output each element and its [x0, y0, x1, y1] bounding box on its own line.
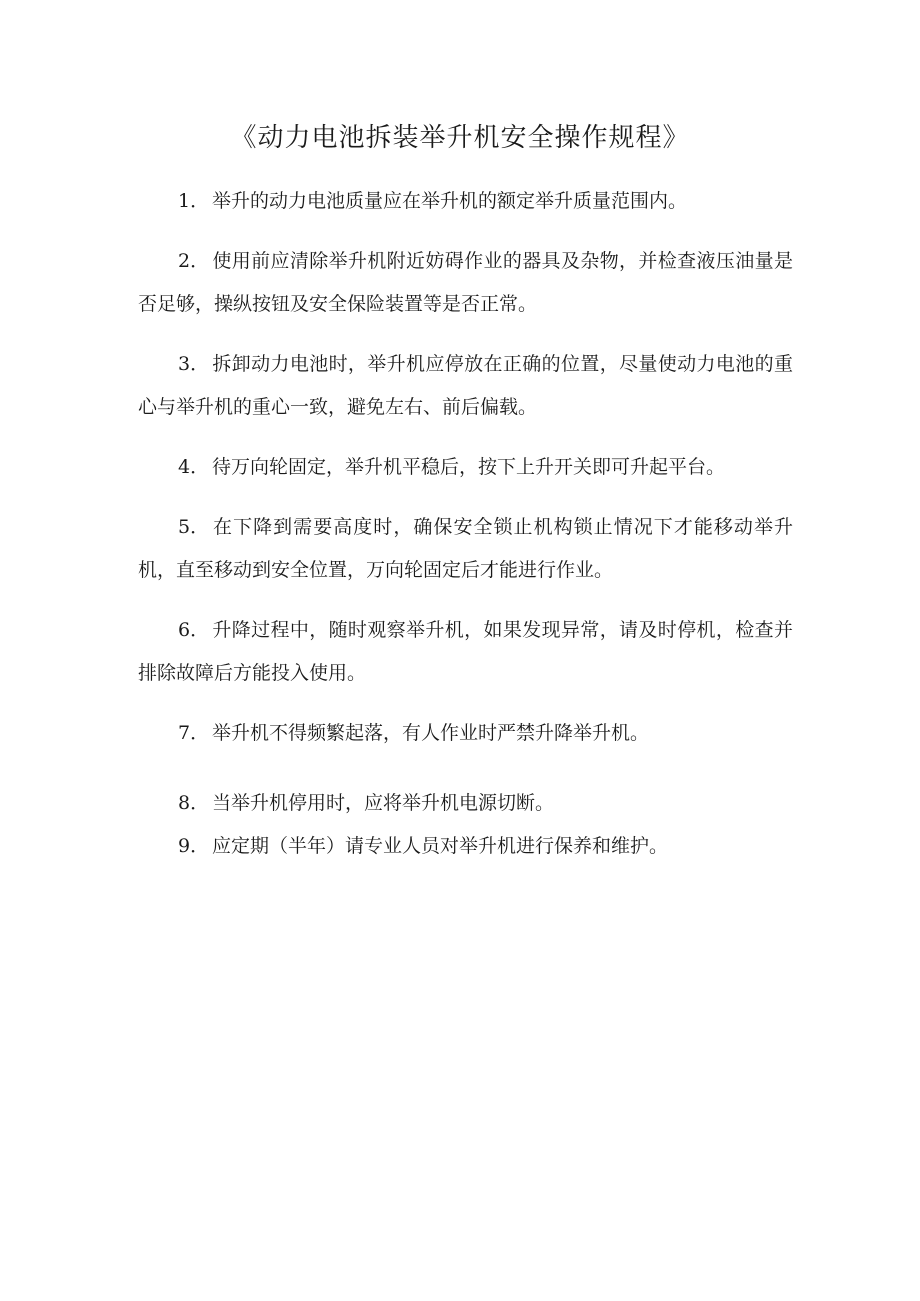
- rule-item-2: [138, 240, 793, 326]
- rule-text: 使用前应清除举升机附近妨碍作业的器具及杂物，并检查液压油量是否足够，操纵按钮及安全保险装置等是否正常。: [138, 250, 793, 315]
- document-title: 《动力电池拆装举升机安全操作规程》: [230, 123, 690, 153]
- rule-number: 9．: [178, 835, 210, 857]
- rule-text: 在下降到需要高度时，确保安全锁止机构锁止情况下才能移动举升机，直至移动到安全位置，万向轮固定后才能进行作业。: [138, 516, 793, 581]
- rule-text: 待万向轮固定，举升机平稳后，按下上升开关即可升起平台。: [212, 456, 726, 478]
- rule-item-8: [138, 782, 793, 825]
- rule-item-7: [138, 712, 793, 755]
- rule-number: 3．: [178, 353, 210, 375]
- rule-number: 1．: [178, 190, 210, 212]
- rule-number: 6．: [178, 619, 210, 641]
- rule-text: 当举升机停用时，应将举升机电源切断。: [212, 792, 555, 814]
- rule-number: 2．: [178, 250, 210, 272]
- rule-text: 升降过程中，随时观察举升机，如果发现异常，请及时停机，检查并排除故障后方能投入使用。: [138, 619, 793, 684]
- rule-item-5: [138, 506, 793, 592]
- rule-text: 举升的动力电池质量应在举升机的额定举升质量范围内。: [212, 190, 688, 212]
- rule-text: 应定期（半年）请专业人员对举升机进行保养和维护。: [212, 835, 669, 857]
- rule-number: 5．: [178, 516, 210, 538]
- rule-item-1: [138, 180, 793, 223]
- rule-item-6: [138, 609, 793, 695]
- rule-text: 拆卸动力电池时，举升机应停放在正确的位置，尽量使动力电池的重心与举升机的重心一致，避免左右、前后偏载。: [138, 353, 793, 418]
- rule-text: 举升机不得频繁起落，有人作业时严禁升降举升机。: [212, 722, 650, 744]
- rule-item-3: [138, 343, 793, 429]
- rule-number: 4．: [178, 456, 210, 478]
- rules-list: [138, 180, 793, 885]
- rule-number: 8．: [178, 792, 210, 814]
- rule-number: 7．: [178, 722, 210, 744]
- rule-item-9: [138, 825, 793, 868]
- rule-item-4: [138, 446, 793, 489]
